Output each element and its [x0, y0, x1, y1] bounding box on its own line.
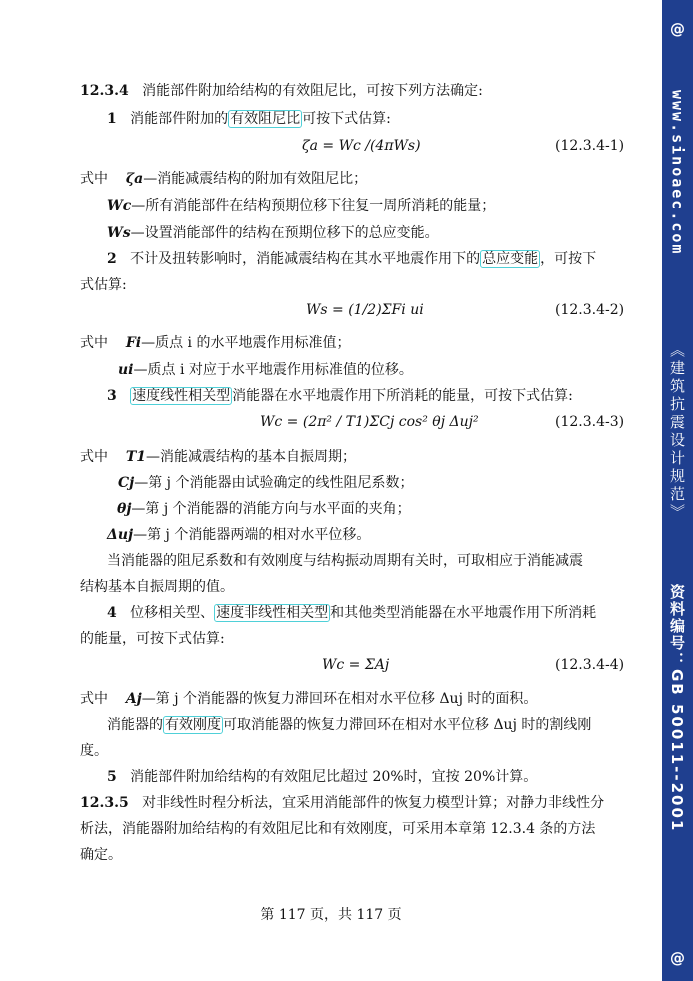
symbol-desc: —消能减震结构的附加有效阻尼比； — [143, 171, 368, 187]
symbol-desc: —质点 i 的水平地震作用标准值； — [141, 335, 351, 351]
formula-number: (12.3.4-1) — [555, 138, 625, 154]
symbol: Wc — [107, 198, 132, 214]
formula-number: (12.3.4-2) — [555, 302, 625, 318]
item-2-line2: 式估算: — [80, 277, 127, 293]
para-text: 消能器的 — [107, 717, 163, 733]
where-aj — [80, 690, 537, 708]
para-effective-stiffness — [107, 716, 591, 734]
section-line: 确定。 — [80, 847, 122, 863]
formula-number: (12.3.4-3) — [555, 414, 625, 430]
section-12-3-5 — [80, 794, 604, 812]
highlight-term: 总应变能 — [482, 251, 539, 267]
para-line: 当消能器的阻尼系数和有效刚度与结构振动周期有关时，可取相应于消能减震 — [107, 553, 583, 569]
item-number: 5 — [107, 769, 117, 785]
item-4-line2: 的能量，可按下式估算: — [80, 631, 225, 647]
item-2 — [107, 250, 596, 268]
symbol-desc: —设置消能部件的结构在预期位移下的总应变能。 — [130, 225, 439, 241]
symbol: ζa — [125, 171, 144, 187]
where-delta-u — [107, 526, 370, 544]
symbol: Δuj — [107, 527, 134, 543]
symbol-desc: —第 j 个消能器由试验确定的线性阻尼系数； — [134, 475, 414, 491]
item-number: 2 — [107, 251, 117, 267]
where-label: 式中 — [80, 335, 108, 351]
item-text: 消能部件附加给结构的有效阻尼比超过 20%时，宜按 20%计算。 — [130, 769, 538, 785]
item-4 — [107, 604, 596, 622]
where-t1 — [80, 448, 356, 466]
item-text: 和其他类型消能器在水平地震作用下所消耗 — [330, 605, 597, 621]
section-12-3-4 — [80, 82, 483, 100]
highlight-term: 速度线性相关型 — [132, 388, 231, 404]
where-label: 式中 — [80, 171, 108, 187]
symbol: θj — [117, 501, 132, 517]
symbol-desc: —质点 i 对应于水平地震作用标准值的位移。 — [133, 362, 413, 378]
symbol-desc: —所有消能部件在结构预期位移下往复一周所消耗的能量； — [131, 198, 496, 214]
symbol: T1 — [125, 449, 146, 465]
symbol: Ws — [107, 225, 131, 241]
where-cj — [118, 474, 413, 492]
formula-12-3-4-4: Wc = ΣAj — [322, 657, 390, 673]
item-text: ，可按下 — [540, 251, 597, 267]
section-text: 对非线性时程分析法，宜采用消能部件的恢复力模型计算；对静力非线性分 — [142, 795, 605, 811]
item-1 — [107, 110, 391, 128]
where-theta — [117, 500, 411, 518]
formula-12-3-4-3: Wc = (2π² / T1)ΣCj cos² θj Δuj² — [260, 414, 479, 430]
where-label: 式中 — [80, 449, 108, 465]
para-line: 结构基本自振周期的值。 — [80, 579, 234, 595]
section-line: 析法，消能器附加给结构的有效阻尼比和有效刚度，可采用本章第 12.3.4 条的方法 — [80, 821, 596, 837]
item-number: 4 — [107, 605, 117, 621]
formula-12-3-4-2: Ws = (1/2)ΣFi ui — [306, 302, 424, 318]
highlight-term: 速度非线性相关型 — [216, 605, 329, 621]
item-number: 3 — [107, 388, 117, 404]
section-number: 12.3.5 — [80, 795, 129, 811]
page-footer: 第 117 页，共 117 页 — [260, 907, 402, 923]
where-wc — [107, 197, 495, 215]
where-label: 式中 — [80, 691, 108, 707]
para-text: 可取消能器的恢复力滞回环在相对水平位移 Δuj 时的割线刚 — [223, 717, 592, 733]
website-url: www.sinoaec.com — [668, 90, 687, 256]
where-fi — [80, 334, 350, 352]
symbol-desc: —消能减震结构的基本自振周期； — [145, 449, 356, 465]
item-text: 可按下式估算: — [302, 111, 391, 127]
item-number: 1 — [107, 111, 117, 127]
symbol: Aj — [125, 691, 142, 707]
highlight-term: 有效刚度 — [165, 717, 221, 733]
book-title: 《建筑抗震设计规范》 — [668, 342, 686, 522]
item-5 — [107, 768, 537, 786]
where-ui — [118, 361, 413, 379]
para-line: 度。 — [80, 743, 108, 759]
at-symbol-top: @ — [670, 20, 685, 38]
symbol-desc: —第 j 个消能器的恢复力滞回环在相对水平位移 Δuj 时的面积。 — [141, 691, 538, 707]
formula-12-3-4-1: ζa = Wc /(4πWs) — [302, 138, 421, 154]
section-text: 消能部件附加给结构的有效阻尼比，可按下列方法确定: — [142, 83, 483, 99]
item-text: 消能部件附加的 — [130, 111, 229, 127]
where-zeta — [80, 170, 367, 188]
item-text: 不计及扭转影响时，消能减震结构在其水平地震作用下的 — [130, 251, 481, 267]
document-code: 资料编号：GB 50011--2001 — [668, 584, 686, 833]
symbol-desc: —第 j 个消能器的消能方向与水平面的夹角； — [131, 501, 411, 517]
symbol: ui — [118, 362, 134, 378]
symbol: Cj — [118, 475, 135, 491]
at-symbol-bottom: @ — [670, 949, 685, 967]
symbol-desc: —第 j 个消能器两端的相对水平位移。 — [133, 527, 371, 543]
highlight-term: 有效阻尼比 — [230, 111, 301, 127]
item-text: 位移相关型、 — [130, 605, 215, 621]
formula-number: (12.3.4-4) — [555, 657, 625, 673]
item-3 — [107, 387, 573, 405]
section-number: 12.3.4 — [80, 83, 129, 99]
symbol: Fi — [125, 335, 142, 351]
item-text: 消能器在水平地震作用下所消耗的能量，可按下式估算: — [232, 388, 573, 404]
sidebar-banner — [662, 0, 693, 981]
where-ws — [107, 224, 439, 242]
